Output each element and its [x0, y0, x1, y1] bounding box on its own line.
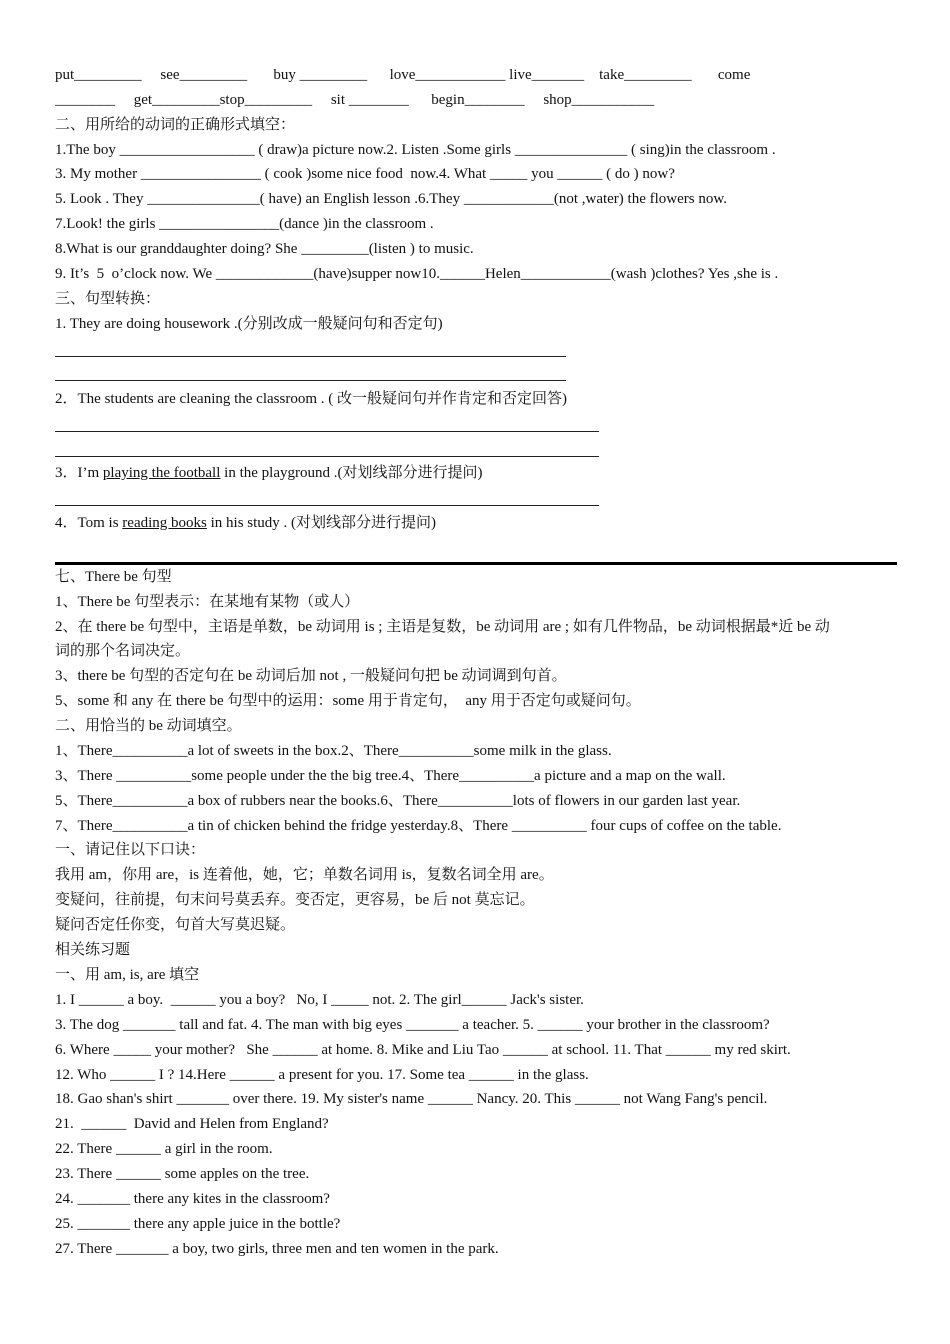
- question-text: in the playground .(对划线部分进行提问): [220, 465, 483, 481]
- underlined-phrase: playing the football: [102, 465, 221, 481]
- exercise-line: 27. There _______ a boy, two girls, three men and ten women in the park.: [55, 1241, 499, 1257]
- answer-line: [55, 380, 566, 381]
- question-text: in his study . (对划线部分进行提问): [206, 515, 437, 531]
- verb-list-line-2: ________ get_________stop_________ sit ________ begin________ shop___________: [55, 92, 655, 108]
- exercise-line: 25. _______ there any apple juice in the bottle?: [55, 1216, 341, 1232]
- exercise-line: 23. There ______ some apples on the tree.: [55, 1166, 310, 1182]
- transform-question-4: [55, 512, 897, 534]
- exercise-line: 12. Who ______ I ? 14.Here ______ a present for you. 17. Some tea ______ in the glass.: [55, 1067, 589, 1083]
- section-title-transform: 三、句型转换：: [55, 291, 161, 307]
- exercise-line: 5. Look . They _______________( have) an English lesson .6.They ____________(not ,water) the flowers now.: [55, 191, 727, 207]
- section-title-practice: 一、用 am, is, are 填空: [55, 967, 200, 983]
- exercise-line: 1、There__________a lot of sweets in the box.2、There__________some milk in the glass.: [55, 743, 612, 759]
- exercise-line: 18. Gao shan's shirt _______ over there. 19. My sister's name ______ Nancy. 20. This ______ not Wang Fang's pencil.: [55, 1091, 768, 1107]
- exercise-line: 1.The boy __________________ ( draw)a picture now.2. Listen .Some girls _______________ ( sing)in the classroom .: [55, 142, 776, 158]
- section-title-fill-verbs: 二、用所给的动词的正确形式填空：: [55, 117, 296, 133]
- answer-line: [55, 356, 566, 357]
- exercise-line: 21. ______ David and Helen from England?: [55, 1116, 329, 1132]
- mnemonic-line: 疑问否定任你变，句首大写莫迟疑。: [55, 917, 296, 933]
- practice-heading: 相关练习题: [55, 942, 131, 958]
- exercise-line: 7、There__________a tin of chicken behind the fridge yesterday.8、There __________ four cups of coffee on the table.: [55, 818, 782, 834]
- verb-list-line-1: put_________ see_________ buy _________ love____________ live_______ take_________ come: [55, 67, 751, 83]
- exercise-line: 1. I ______ a boy. ______ you a boy? No, I _____ not. 2. The girl______ Jack's sister.: [55, 992, 584, 1008]
- answer-line: [55, 431, 599, 432]
- transform-question-1: 1. They are doing housework .(分别改成一般疑问句和否定句): [55, 316, 443, 332]
- section-divider: [55, 562, 897, 565]
- answer-line: [55, 505, 599, 506]
- exercise-line: 9. It’s 5 o’clock now. We _____________(have)supper now10.______Helen____________(wash )clothes? Yes ,she is .: [55, 266, 779, 282]
- exercise-line: 7.Look! the girls ________________(dance )in the classroom .: [55, 216, 434, 232]
- rule-line: 1、There be 句型表示：在某地有某物（或人）: [55, 594, 360, 610]
- exercise-line: 8.What is our granddaughter doing? She _________(listen ) to music.: [55, 241, 474, 257]
- question-text: 3．I’m: [55, 465, 103, 481]
- exercise-line: 24. _______ there any kites in the classroom?: [55, 1191, 330, 1207]
- exercise-line: 6. Where _____ your mother? She ______ at home. 8. Mike and Liu Tao ______ at school. 11. That ______ my red skirt.: [55, 1042, 791, 1058]
- underlined-phrase: reading books: [122, 515, 207, 531]
- rule-line: 2、在 there be 句型中，主语是单数，be 动词用 is ; 主语是复数，be 动词用 are ; 如有几件物品，be 动词根据最*近 be 动: [55, 619, 830, 635]
- rule-line: 5、some 和 any 在 there be 句型中的运用：some 用于肯定句， any 用于否定句或疑问句。: [55, 693, 641, 709]
- mnemonic-line: 我用 am，你用 are，is 连着他，她，它；单数名词用 is，复数名词全用 are。: [55, 867, 554, 883]
- question-text: 4．Tom is: [55, 515, 123, 531]
- rule-line: 词的那个名词决定。: [55, 643, 191, 659]
- section-title-there-be: 七、There be 句型: [55, 569, 172, 585]
- transform-question-3: [55, 462, 897, 484]
- rule-line: 3、there be 句型的否定句在 be 动词后加 not , 一般疑问句把 be 动词调到句首。: [55, 668, 567, 684]
- section-title-be-fill: 二、用恰当的 be 动词填空。: [55, 718, 242, 734]
- exercise-line: 5、There__________a box of rubbers near the books.6、There__________lots of flowers in our garden last year.: [55, 793, 741, 809]
- answer-line: [55, 456, 599, 457]
- exercise-line: 3、There __________some people under the the big tree.4、There__________a picture and a map on the wall.: [55, 768, 726, 784]
- transform-question-2: 2．The students are cleaning the classroom . ( 改一般疑问句并作肯定和否定回答): [55, 391, 567, 407]
- mnemonic-line: 变疑问，往前提，句末问号莫丢弃。变否定，更容易，be 后 not 莫忘记。: [55, 892, 535, 908]
- section-title-mnemonic: 一、请记住以下口诀：: [55, 842, 206, 858]
- exercise-line: 3. My mother ________________ ( cook )some nice food now.4. What _____ you ______ ( do ) now?: [55, 166, 675, 182]
- exercise-line: 22. There ______ a girl in the room.: [55, 1141, 273, 1157]
- exercise-line: 3. The dog _______ tall and fat. 4. The man with big eyes _______ a teacher. 5. ______ your brother in the classroom?: [55, 1017, 770, 1033]
